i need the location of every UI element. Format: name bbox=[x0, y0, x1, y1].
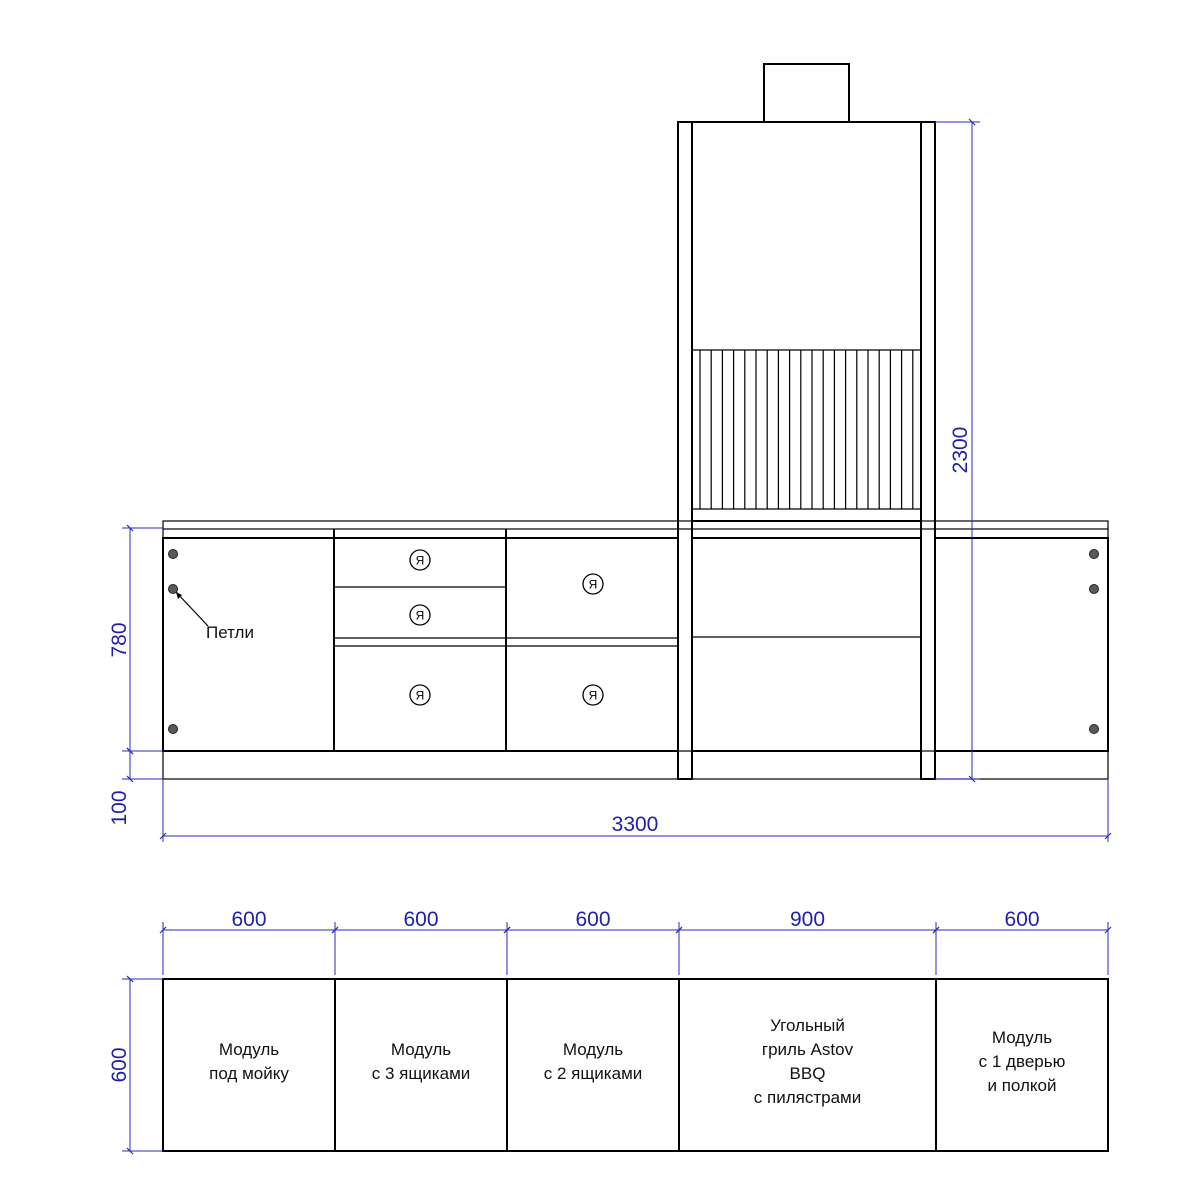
plan-module-label: с 1 дверью bbox=[978, 1052, 1066, 1071]
dim-total-width bbox=[163, 779, 1108, 842]
hinge-label: Петли bbox=[206, 623, 254, 642]
plan-module-label: Модуль bbox=[390, 1040, 452, 1059]
dim-module-width bbox=[679, 908, 936, 931]
plan-module-label: Модуль bbox=[991, 1028, 1053, 1047]
dim-module-width-label: 900 bbox=[789, 908, 826, 931]
hinge bbox=[1090, 725, 1099, 734]
plan-view bbox=[108, 908, 1108, 1151]
plan-module-label: Модуль bbox=[562, 1040, 624, 1059]
plan-module bbox=[335, 979, 507, 1151]
dim-module-width-label: 600 bbox=[1004, 908, 1040, 931]
dim-tower-height bbox=[935, 122, 980, 779]
svg-text:Я: Я bbox=[415, 608, 425, 623]
pilaster-left bbox=[678, 122, 692, 779]
svg-text:Я: Я bbox=[588, 688, 598, 703]
door-module-door bbox=[935, 538, 1108, 751]
grill-tower bbox=[678, 64, 935, 779]
svg-text:Я: Я bbox=[415, 688, 425, 703]
hinge bbox=[169, 550, 178, 559]
plan-module bbox=[507, 979, 679, 1151]
plan-module-label: под мойку bbox=[209, 1064, 289, 1083]
svg-text:Я: Я bbox=[588, 577, 598, 592]
two-drawer-module bbox=[506, 538, 678, 751]
sink-module-door bbox=[163, 538, 334, 751]
hinge-leader bbox=[176, 592, 208, 626]
plan-module-label: Угольный bbox=[770, 1016, 845, 1035]
plan-module-label: с 2 ящиками bbox=[543, 1064, 643, 1083]
plan-module-label: с 3 ящиками bbox=[371, 1064, 471, 1083]
dim-cabinet-height bbox=[108, 528, 163, 751]
dim-module-width bbox=[335, 908, 507, 931]
dim-depth bbox=[108, 979, 163, 1151]
svg-text:780: 780 bbox=[108, 622, 131, 658]
drawer-knob bbox=[583, 685, 603, 705]
drawer-knob bbox=[583, 574, 603, 594]
dim-module-width bbox=[507, 908, 679, 931]
plan-module bbox=[679, 979, 936, 1151]
plan-module bbox=[163, 979, 335, 1151]
grill-opening bbox=[700, 350, 913, 509]
svg-text:2300: 2300 bbox=[949, 426, 972, 474]
plan-module-label: и полкой bbox=[987, 1076, 1057, 1095]
chimney bbox=[764, 64, 849, 122]
plan-module-label: гриль Astov bbox=[761, 1040, 854, 1059]
hinge bbox=[169, 725, 178, 734]
drawer-knob bbox=[410, 550, 430, 570]
dim-module-width bbox=[936, 908, 1108, 931]
dim-module-width-label: 600 bbox=[403, 908, 439, 931]
svg-text:Я: Я bbox=[415, 553, 425, 568]
plan-module bbox=[936, 979, 1108, 1151]
plan-module-label: BBQ bbox=[789, 1064, 826, 1083]
hinge bbox=[1090, 550, 1099, 559]
svg-text:100: 100 bbox=[108, 790, 131, 826]
drawer-knob bbox=[410, 605, 430, 625]
plan-module-label: Модуль bbox=[218, 1040, 280, 1059]
dim-plinth-height bbox=[108, 751, 163, 826]
hinge bbox=[1090, 585, 1099, 594]
front-view bbox=[108, 64, 1108, 842]
plinth bbox=[163, 751, 1108, 779]
svg-text:3300: 3300 bbox=[611, 813, 659, 836]
drawer-knob bbox=[410, 685, 430, 705]
dim-module-width-label: 600 bbox=[575, 908, 611, 931]
pilaster-right bbox=[921, 122, 935, 779]
countertop bbox=[163, 521, 1108, 529]
dim-module-width-label: 600 bbox=[231, 908, 267, 931]
plan-module-label: с пилястрами bbox=[753, 1088, 862, 1107]
svg-text:600: 600 bbox=[108, 1047, 131, 1083]
dim-module-width bbox=[163, 908, 335, 931]
